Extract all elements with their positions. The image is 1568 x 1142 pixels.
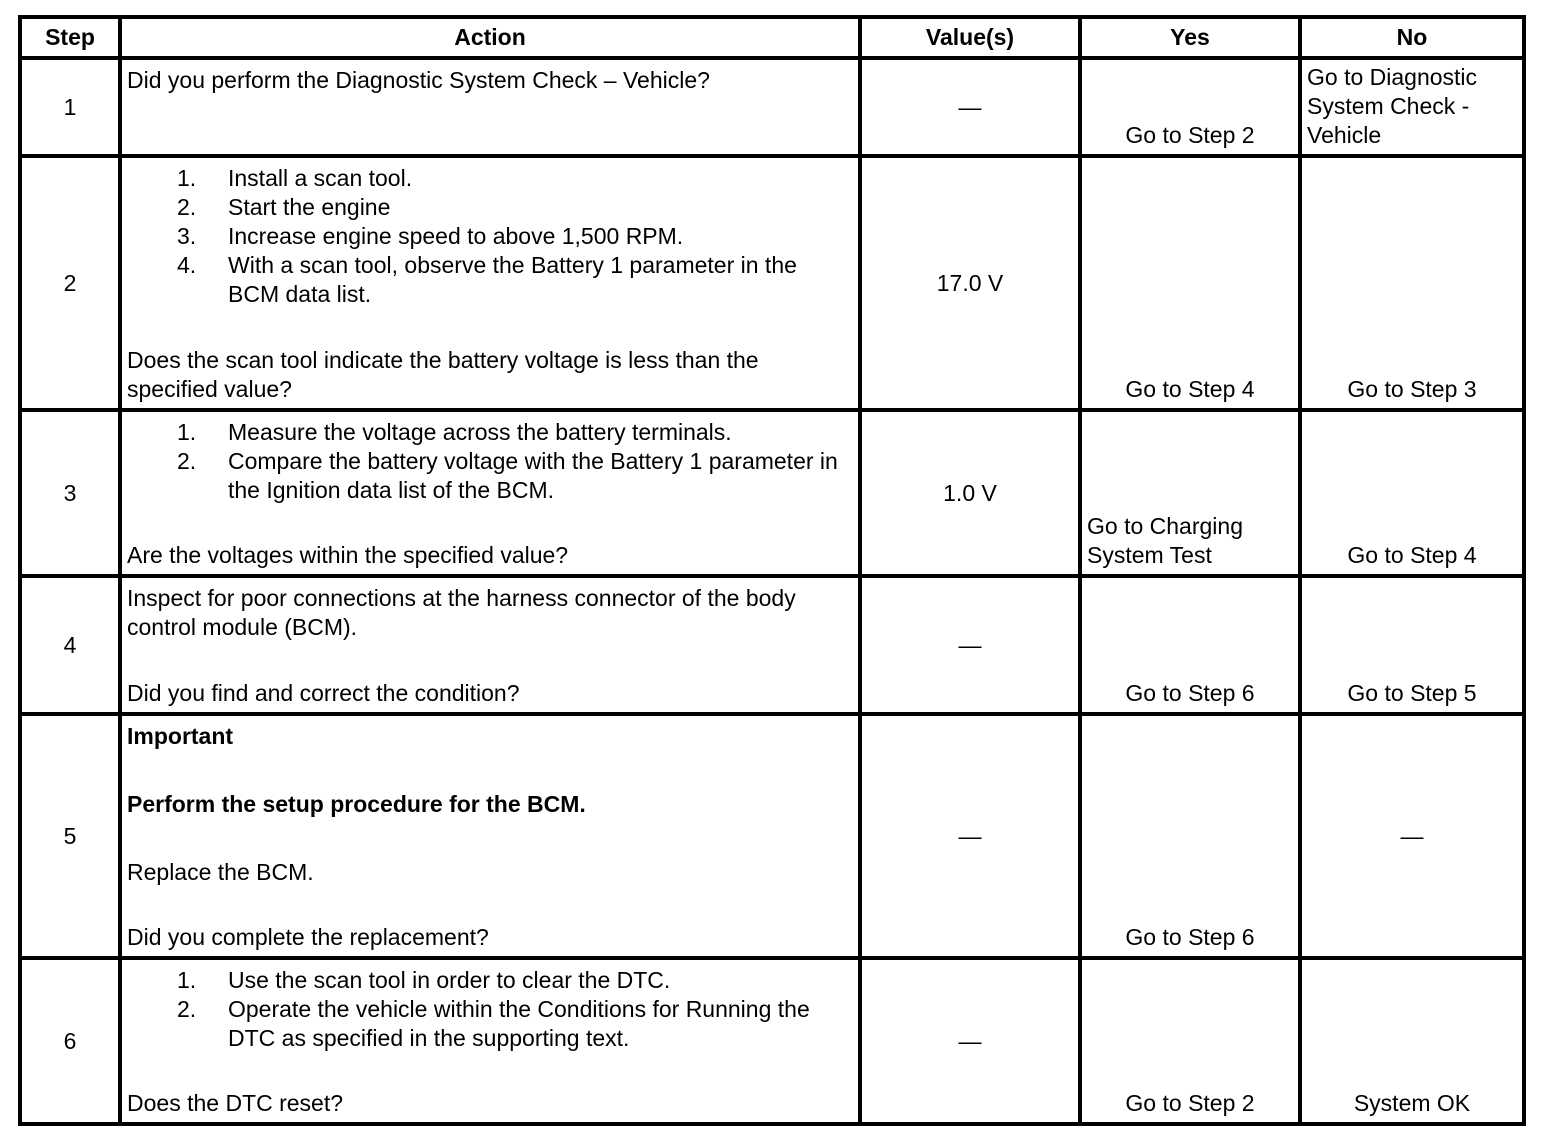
value-cell: — (860, 714, 1080, 958)
list-item: 1. Measure the voltage across the battery terminals. (177, 419, 732, 445)
yes-text: Go to Step 2 (1125, 1090, 1255, 1116)
value-cell: — (860, 958, 1080, 1124)
yes-cell (1080, 410, 1300, 576)
action-question: Are the voltages within the specified value? (127, 542, 569, 568)
no-text: Go to Step 5 (1347, 680, 1477, 706)
list-item: 2. Compare the battery voltage with the Battery 1 parameter in the Ignition data list of the BCM. (177, 448, 838, 503)
yes-text: Go to Step 6 (1125, 680, 1255, 706)
list-item: 2. Start the engine (177, 194, 391, 220)
list-item: 2. Operate the vehicle within the Conditions for Running the DTC as specified in the supporting text. (177, 996, 810, 1051)
header-values: Value(s) (860, 17, 1080, 58)
header-step: Step (20, 17, 120, 58)
action-text: Did you perform the Diagnostic System Check – Vehicle? (127, 67, 710, 93)
step-number: 4 (20, 576, 120, 714)
value-cell: 1.0 V (860, 410, 1080, 576)
step-number: 1 (20, 58, 120, 156)
action-steps-list (127, 418, 854, 505)
yes-cell (1080, 714, 1300, 958)
action-cell (120, 958, 860, 1124)
yes-cell (1080, 156, 1300, 410)
no-cell (1300, 410, 1524, 576)
list-item: 1. Install a scan tool. (177, 165, 413, 191)
list-item: 1. Use the scan tool in order to clear the DTC. (177, 967, 671, 993)
no-text: Go to Diagnostic System Check - Vehicle (1307, 64, 1478, 148)
no-cell (1300, 576, 1524, 714)
no-cell (1300, 58, 1524, 156)
list-item: 3. Increase engine speed to above 1,500 RPM. (177, 223, 684, 249)
value-cell: 17.0 V (860, 156, 1080, 410)
header-row (20, 17, 1524, 58)
yes-text: Go to Step 6 (1125, 924, 1255, 950)
no-text: System OK (1353, 1090, 1471, 1116)
step-number: 6 (20, 958, 120, 1124)
action-steps-list (127, 966, 854, 1053)
no-cell: — (1300, 714, 1524, 958)
diagnostic-table (18, 15, 1526, 1126)
table-row (20, 58, 1524, 156)
value-cell: — (860, 576, 1080, 714)
action-cell (120, 714, 860, 958)
header-action: Action (120, 17, 860, 58)
no-text: Go to Step 4 (1347, 542, 1477, 568)
action-cell (120, 58, 860, 156)
no-cell (1300, 958, 1524, 1124)
yes-text: Go to Charging System Test (1087, 513, 1243, 568)
table-row (20, 156, 1524, 410)
action-question: Did you complete the replacement? (127, 924, 489, 950)
action-question: Does the scan tool indicate the battery voltage is less than the specified value? (127, 347, 759, 402)
action-cell (120, 576, 860, 714)
step-number: 2 (20, 156, 120, 410)
no-text: Go to Step 3 (1347, 376, 1477, 402)
step-number: 3 (20, 410, 120, 576)
table-row (20, 714, 1524, 958)
value-cell: — (860, 58, 1080, 156)
action-cell (120, 410, 860, 576)
yes-text: Go to Step 4 (1125, 376, 1255, 402)
table-row (20, 958, 1524, 1124)
action-text: Replace the BCM. (127, 859, 314, 885)
table-row (20, 576, 1524, 714)
important-text: Perform the setup procedure for the BCM. (127, 791, 586, 817)
table-row (20, 410, 1524, 576)
yes-text: Go to Step 2 (1125, 122, 1255, 148)
action-steps-list (127, 164, 854, 309)
header-no: No (1300, 17, 1524, 58)
action-question: Did you find and correct the condition? (127, 680, 520, 706)
important-label: Important (127, 723, 234, 749)
header-yes: Yes (1080, 17, 1300, 58)
action-cell (120, 156, 860, 410)
yes-cell (1080, 958, 1300, 1124)
list-item: 4. With a scan tool, observe the Battery 1 parameter in the BCM data list. (177, 252, 797, 307)
no-cell (1300, 156, 1524, 410)
step-number: 5 (20, 714, 120, 958)
yes-cell (1080, 58, 1300, 156)
yes-cell (1080, 576, 1300, 714)
action-text: Inspect for poor connections at the harness connector of the body control module (BCM). (127, 585, 796, 640)
action-question: Does the DTC reset? (127, 1090, 344, 1116)
